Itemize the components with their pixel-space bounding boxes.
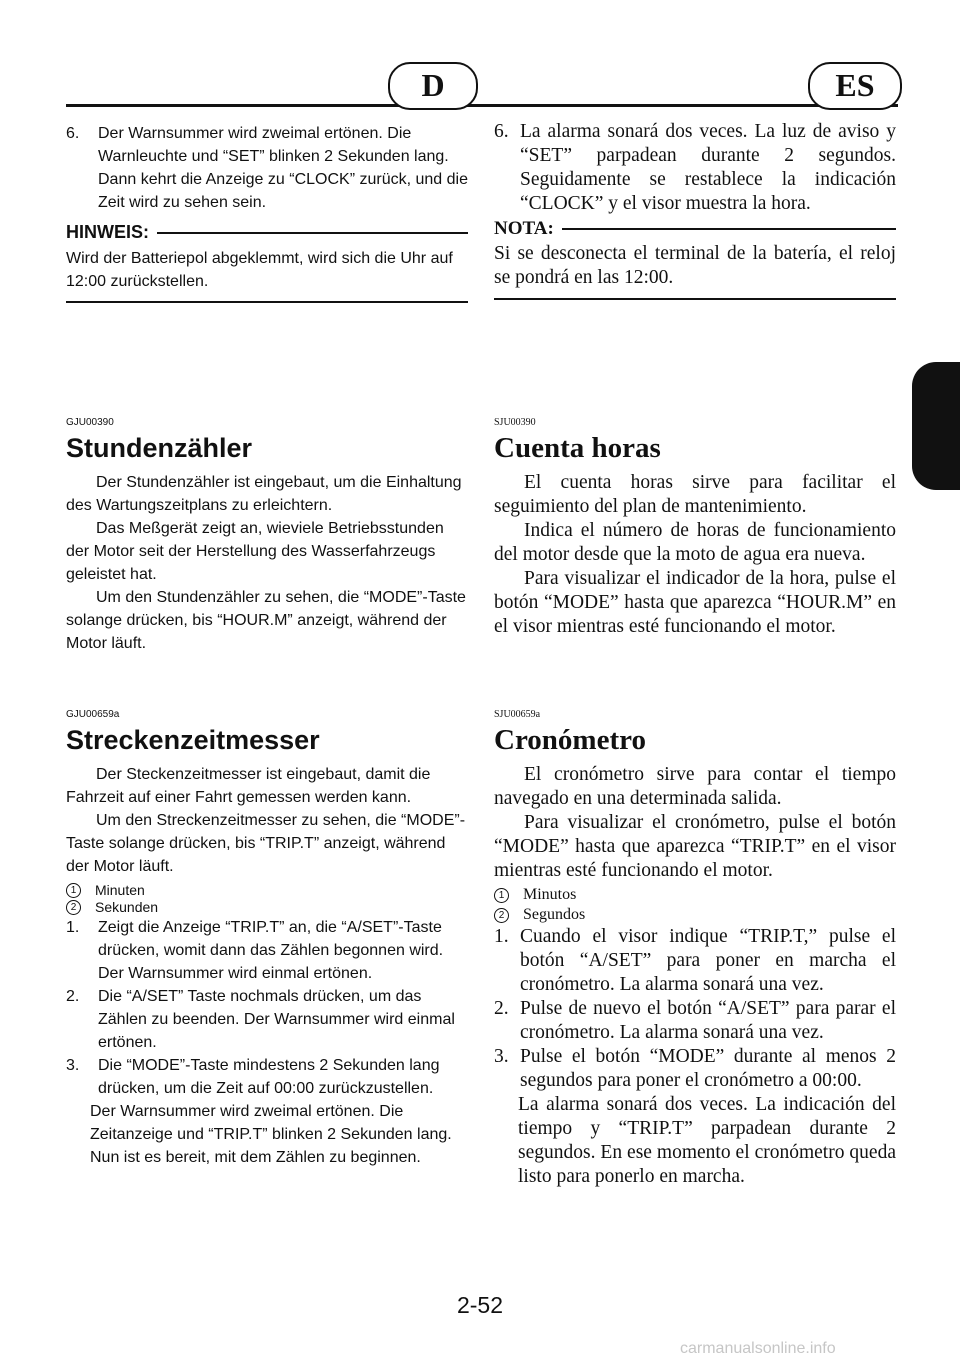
es-note-heading: NOTA:: [494, 218, 896, 240]
es-top-block: [494, 120, 896, 300]
es-list-item: 2. Pulse de nuevo el botón “A/SET” para parar el cronómetro. La alarma sonará una vez.: [494, 998, 896, 1043]
callout-number-icon: 2: [494, 908, 509, 923]
de-section-title: Streckenzeitmesser: [66, 725, 320, 755]
de-legend-item: 2 Sekunden: [66, 899, 468, 916]
de-section-code: GJU00390: [66, 417, 114, 428]
de-legend-item: 1 Minuten: [66, 882, 468, 899]
es-legend-item: 2 Segundos: [494, 905, 896, 925]
es-section-title: Cuenta horas: [494, 432, 661, 464]
de-list-item: 1. Zeigt die Anzeige “TRIP.T” an, die “A/SET”-Taste drücken, womit dann das Zählen begonnen wird. Der Warnsummer wird einmal ertönen.: [66, 919, 444, 982]
es-paragraph: El cronómetro sirve para contar el tiempo navegado en una determinada salida.: [494, 764, 896, 809]
watermark: carmanualsonline.info: [680, 1340, 836, 1357]
es-section-hour-meter: [494, 417, 896, 639]
es-legend-item: 1 Minutos: [494, 885, 896, 905]
de-note-heading: HINWEIS:: [66, 222, 468, 243]
es-paragraph: El cuenta horas sirve para facilitar el seguimiento del plan de mantenimiento.: [494, 472, 896, 517]
es-paragraph: Para visualizar el cronómetro, pulse el botón “MODE” hasta que aparezca “TRIP.T” en el visor mientras esté funcionando el motor.: [494, 812, 896, 881]
es-list-item: 3. Pulse el botón “MODE” durante al menos 2 segundos para poner el cronómetro a 00:00.: [494, 1046, 896, 1091]
de-section-hour-meter: [66, 417, 468, 655]
es-top-list-item: 6. La alarma sonará dos veces. La luz de aviso y “SET” parpadean durante 2 segundos. Seguidamente se restablece la indicación “CLOCK” y el visor muestra la hora.: [494, 121, 896, 214]
page-number: 2-52: [456, 1292, 504, 1318]
callout-number-icon: 1: [494, 888, 509, 903]
de-section-trip-timer: [66, 709, 468, 1169]
es-list-continuation: La alarma sonará dos veces. La indicación del tiempo y “TRIP.T” parpadean durante 2 segundos. En ese momento el cronómetro queda listo para ponerlo en marcha.: [518, 1094, 896, 1187]
chapter-thumb-tab: [912, 362, 960, 490]
es-list-item: 1. Cuando el visor indique “TRIP.T,” pulse el botón “A/SET” para poner en marcha el cronómetro. La alarma sonará una vez.: [494, 926, 896, 995]
de-paragraph: Der Stundenzähler ist eingebaut, um die Einhaltung des Wartungszeitplans zu erleichtern.: [66, 474, 462, 514]
de-list-item: 3. Die “MODE”-Taste mindestens 2 Sekunden lang drücken, um die Zeit auf 00:00 zurückzustellen.: [66, 1057, 440, 1097]
es-paragraph: Indica el número de horas de funcionamiento del motor desde que la moto de agua era nueva.: [494, 520, 896, 565]
de-paragraph: Das Meßgerät zeigt an, wieviele Betriebsstunden der Motor seit der Herstellung des Wasserfahrzeugs geleistet hat.: [66, 520, 444, 583]
de-paragraph: Um den Stundenzähler zu sehen, die “MODE”-Taste solange drücken, bis “HOUR.M” anzeigt, während der Motor läuft.: [66, 589, 466, 652]
es-note-end-rule: [494, 298, 896, 300]
es-section-code: SJU00659a: [494, 709, 541, 720]
es-section-trip-timer: [494, 709, 896, 1189]
de-list-item: 2. Die “A/SET” Taste nochmals drücken, um das Zählen zu beenden. Der Warnsummer wird einmal ertönen.: [66, 988, 455, 1051]
de-list-continuation: Der Warnsummer wird zweimal ertönen. Die Zeitanzeige und “TRIP.T” blinken 2 Sekunden lang. Nun ist es bereit, mit dem Zählen zu beginnen.: [90, 1103, 452, 1166]
de-paragraph: Der Steckenzeitmesser ist eingebaut, damit die Fahrzeit auf einer Fahrt gemessen werden kann.: [66, 766, 431, 806]
es-section-title: Cronómetro: [494, 724, 646, 756]
es-section-code: SJU00390: [494, 417, 536, 428]
de-note-text: Wird der Batteriepol abgeklemmt, wird sich die Uhr auf 12:00 zurückstellen.: [66, 250, 453, 290]
callout-number-icon: 1: [66, 883, 81, 898]
header-rule: [66, 104, 898, 107]
callout-number-icon: 2: [66, 900, 81, 915]
de-paragraph: Um den Streckenzeitmesser zu sehen, die “MODE”-Taste solange drücken, bis “TRIP.T” anzeigt, während der Motor läuft.: [66, 812, 466, 875]
es-note-text: Si se desconecta el terminal de la batería, el reloj se pondrá en las 12:00.: [494, 243, 896, 288]
de-section-title: Stundenzähler: [66, 433, 253, 463]
de-top-block: [66, 122, 468, 303]
language-tab-de: D: [388, 62, 478, 110]
de-note-end-rule: [66, 301, 468, 303]
language-tab-es: ES: [808, 62, 902, 110]
de-section-code: GJU00659a: [66, 709, 120, 720]
de-top-list-item: 6. Der Warnsummer wird zweimal ertönen. Die Warnleuchte und “SET” blinken 2 Sekunden lang. Dann kehrt die Anzeige zu “CLOCK” zurück, und die Zeit wird zu sehen sein.: [66, 125, 468, 211]
es-paragraph: Para visualizar el indicador de la hora, pulse el botón “MODE” hasta que aparezca “HOUR.M” en el visor mientras esté funcionando el motor.: [494, 568, 896, 637]
